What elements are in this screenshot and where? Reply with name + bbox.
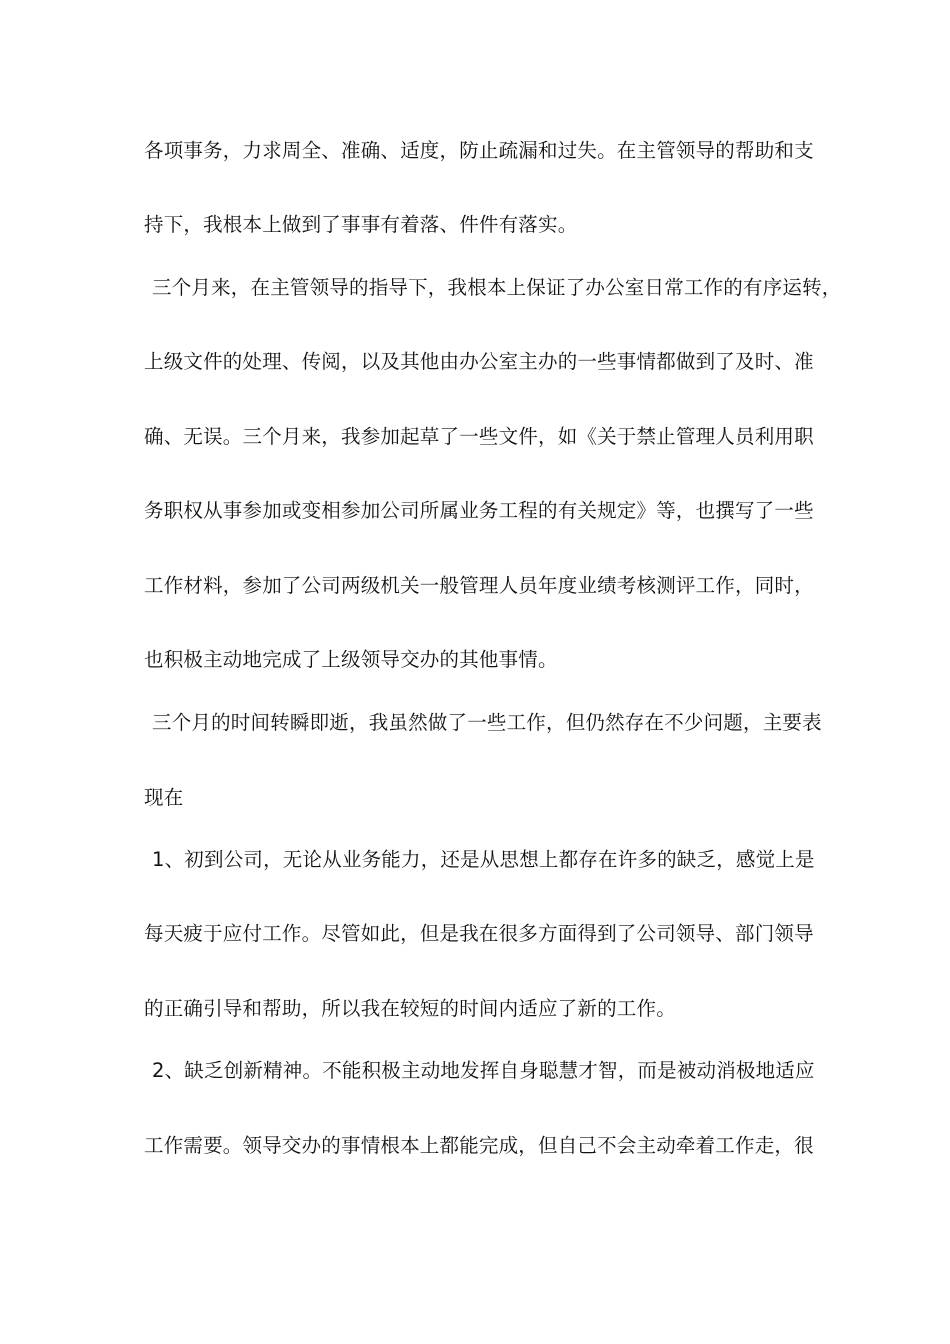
paragraph-line: 持下，我根本上做到了事事有着落、件件有落实。	[144, 213, 578, 236]
paragraph-line: 各项事务，力求周全、准确、适度，防止疏漏和过失。在主管领导的帮助和支	[144, 139, 814, 162]
paragraph-line: 务职权从事参加或变相参加公司所属业务工程的有关规定》等，也撰写了一些	[144, 499, 814, 522]
paragraph-line: 每天疲于应付工作。尽管如此，但是我在很多方面得到了公司领导、部门领导	[144, 922, 814, 945]
paragraph-line: 三个月来，在主管领导的指导下，我根本上保证了办公室日常工作的有序运转，	[152, 276, 842, 299]
paragraph-line: 工作材料，参加了公司两级机关一般管理人员年度业绩考核测评工作，同时，	[144, 574, 814, 597]
paragraph-line: 三个月的时间转瞬即逝，我虽然做了一些工作，但仍然存在不少问题，主要表	[152, 711, 822, 734]
paragraph-line: 也积极主动地完成了上级领导交办的其他事情。	[144, 648, 558, 671]
paragraph-line: 工作需要。领导交办的事情根本上都能完成，但自己不会主动牵着工作走，很	[144, 1134, 814, 1157]
paragraph-line: 1、初到公司，无论从业务能力，还是从思想上都存在许多的缺乏，感觉上是	[152, 848, 815, 871]
paragraph-line: 上级文件的处理、传阅，以及其他由办公室主办的一些事情都做到了及时、准	[144, 350, 814, 373]
paragraph-line: 确、无误。三个月来，我参加起草了一些文件，如《关于禁止管理人员利用职	[144, 425, 814, 448]
paragraph-line: 现在	[144, 786, 184, 809]
paragraph-line: 的正确引导和帮助，所以我在较短的时间内适应了新的工作。	[144, 997, 676, 1020]
paragraph-line: 2、缺乏创新精神。不能积极主动地发挥自身聪慧才智，而是被动消极地适应	[152, 1059, 815, 1082]
